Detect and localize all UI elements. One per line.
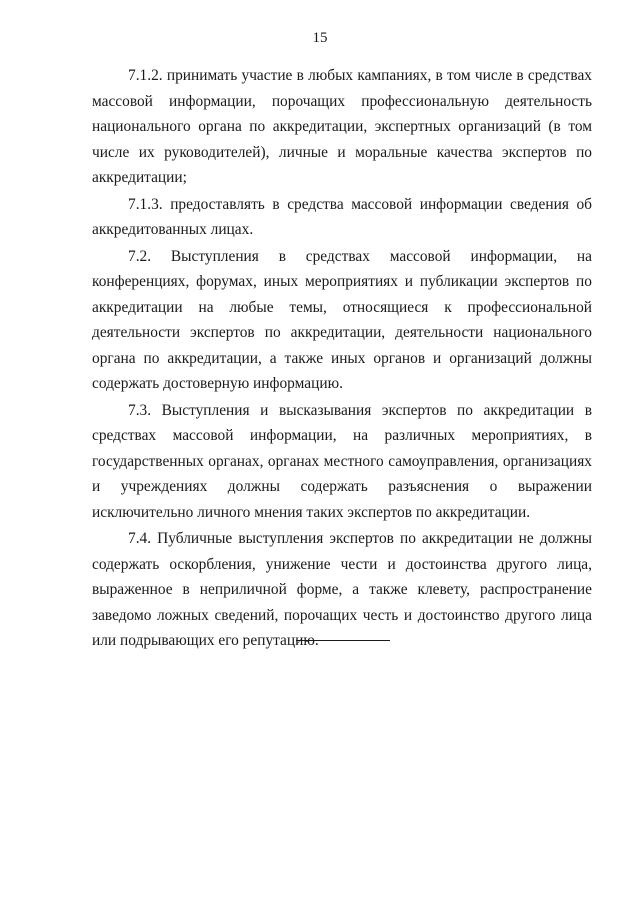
paragraph-7-2: 7.2. Выступления в средствах массовой информации, на конференциях, форумах, иных мероприятиях и публикации экспертов по аккредитации на любые темы, относящиеся к профессиональной деятельности экспертов по аккредитации, деятельности национального органа по аккредитации, а также иных органов и организаций должны содержать достоверную информацию. — [92, 247, 592, 392]
paragraph-7-1-2: 7.1.2. принимать участие в любых кампаниях, в том числе в средствах массовой информации, порочащих профессиональную деятельность национального органа по аккредитации, экспертных организаций (в том числе их руководителей), личные и моральные качества экспертов по аккредитации; — [92, 67, 592, 186]
paragraph-7-3: 7.3. Выступления и высказывания экспертов по аккредитации в средствах массовой информации, на различных мероприятиях, в государственных органах, органах местного самоуправления, организациях и учреждениях должны содержать разъяснения о выражении исключительно личного мнения таких экспертов по аккредитации. — [92, 401, 592, 521]
document-body — [92, 63, 592, 654]
end-of-document-rule — [296, 640, 390, 641]
paragraph-7-4: 7.4. Публичные выступления экспертов по аккредитации не должны содержать оскорбления, унижение чести и достоинства другого лица, выраженное в неприличной форме, а также клевету, распространение заведомо ложных сведений, порочащих честь и достоинство другого лица или подрывающих его репутацию. — [92, 530, 592, 649]
paragraph-7-1-3: 7.1.3. предоставлять в средства массовой информации сведения об аккредитованных лицах. — [92, 195, 592, 238]
page-number: 15 — [312, 30, 328, 46]
